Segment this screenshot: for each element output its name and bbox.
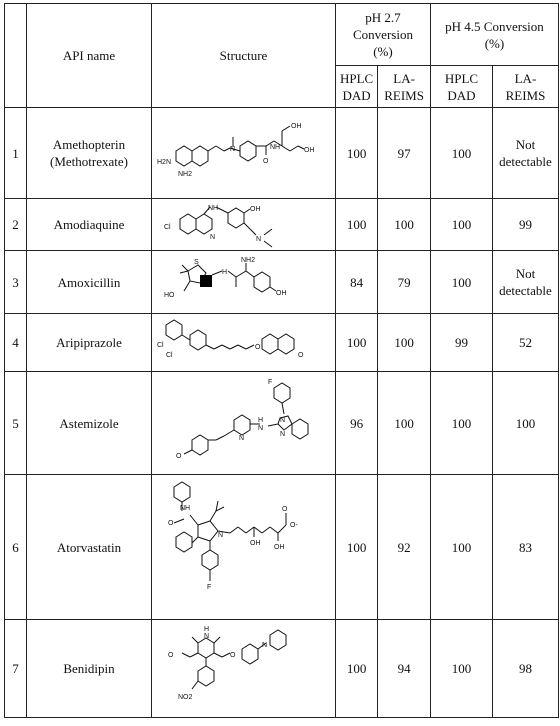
atom-label: OH xyxy=(303,147,314,154)
row-number: 3 xyxy=(5,251,27,314)
structure-astemizole xyxy=(152,372,336,475)
header-ph45-hplc: HPLC DAD xyxy=(430,66,492,108)
atom-label: O xyxy=(262,158,268,165)
atom-label: OH xyxy=(273,544,284,551)
atom-label: OH xyxy=(290,123,301,130)
ph45-la: 83 xyxy=(492,475,558,620)
header-ph45-la: LA-REIMS xyxy=(492,66,558,108)
table-row xyxy=(5,108,559,199)
api-name: Amoxicillin xyxy=(27,251,152,314)
atom-label: O xyxy=(167,520,173,527)
ph45-la: 98 xyxy=(492,620,558,718)
row-number: 4 xyxy=(5,314,27,372)
atom-label: NH2 xyxy=(240,257,255,264)
ph27-la: 100 xyxy=(378,199,431,251)
structure-aripiprazole xyxy=(152,314,336,372)
atom-label: Cl xyxy=(163,223,171,231)
table-row xyxy=(5,314,559,372)
header-api-name: API name xyxy=(27,4,152,108)
table-row xyxy=(5,620,559,718)
atom-label: O xyxy=(297,351,303,359)
conversion-table xyxy=(4,3,559,718)
header-num xyxy=(5,4,27,108)
table-row xyxy=(5,475,559,620)
atom-label: N xyxy=(255,235,261,243)
api-name: Aripiprazole xyxy=(27,314,152,372)
ph45-la: 100 xyxy=(492,372,558,475)
atom-label: F xyxy=(267,379,272,386)
atom-label: NH xyxy=(269,144,280,151)
ph45-la: Not detectable xyxy=(492,108,558,199)
atom-label: F xyxy=(206,584,211,591)
ph27-la: 92 xyxy=(378,475,431,620)
header-ph45: pH 4.5 Conversion (%) xyxy=(430,4,558,66)
atom-label: N xyxy=(257,425,263,432)
ph27-hplc: 100 xyxy=(336,620,378,718)
ph45-hplc: 100 xyxy=(430,372,492,475)
table-row xyxy=(5,372,559,475)
api-name: Amodiaquine xyxy=(27,199,152,251)
row-number: 2 xyxy=(5,199,27,251)
ph27-hplc: 100 xyxy=(336,108,378,199)
atom-label: O- xyxy=(289,522,298,529)
structure-methotrexate xyxy=(152,108,336,199)
structure-benidipin xyxy=(152,620,336,718)
atom-label: OH xyxy=(249,205,260,213)
atom-label: NH xyxy=(179,505,190,512)
atom-label: O xyxy=(229,651,235,659)
api-name: Amethopterin (Methotrexate) xyxy=(27,108,152,199)
ph45-hplc: 100 xyxy=(430,620,492,718)
atom-label: HO xyxy=(163,292,174,299)
atom-label: NH xyxy=(207,204,218,212)
atom-label: NO2 xyxy=(177,693,192,701)
api-name: Atorvastatin xyxy=(27,475,152,620)
row-number: 6 xyxy=(5,475,27,620)
ph27-la: 97 xyxy=(378,108,431,199)
atom-label: OH xyxy=(275,290,286,297)
atom-label: NH2 xyxy=(177,171,192,178)
api-name: Astemizole xyxy=(27,372,152,475)
ph27-hplc: 84 xyxy=(336,251,378,314)
row-number: 7 xyxy=(5,620,27,718)
ph27-la: 100 xyxy=(378,314,431,372)
row-number: 1 xyxy=(5,108,27,199)
structure-amodiaquine xyxy=(152,199,336,251)
atom-label: N xyxy=(203,632,209,640)
ph45-hplc: 100 xyxy=(430,475,492,620)
ph45-la: Not detectable xyxy=(492,251,558,314)
atom-label: H2N xyxy=(156,159,171,166)
ph45-la: 52 xyxy=(492,314,558,372)
structure-amoxicillin xyxy=(152,251,336,314)
ph45-hplc: 100 xyxy=(430,199,492,251)
ph27-la: 100 xyxy=(378,372,431,475)
row-number: 5 xyxy=(5,372,27,475)
ph27-hplc: 96 xyxy=(336,372,378,475)
table-row xyxy=(5,251,559,314)
atom-label: N xyxy=(209,233,215,241)
structure-atorvastatin xyxy=(152,475,336,620)
atom-label: N xyxy=(279,417,285,424)
atom-label: O xyxy=(175,453,181,460)
atom-label: N xyxy=(261,641,267,649)
api-name: Benidipin xyxy=(27,620,152,718)
atom-label: S xyxy=(193,259,199,266)
ph27-hplc: 100 xyxy=(336,314,378,372)
atom-label: N xyxy=(238,435,244,442)
atom-label: O xyxy=(281,506,287,513)
ph27-la: 79 xyxy=(378,251,431,314)
atom-label: N xyxy=(229,146,235,153)
atom-label: OH xyxy=(249,540,260,547)
atom-label: H xyxy=(203,625,209,633)
atom-label: Cl xyxy=(165,351,173,359)
header-ph27-hplc: HPLC DAD xyxy=(336,66,378,108)
ph45-la: 99 xyxy=(492,199,558,251)
table-row xyxy=(5,199,559,251)
ph45-hplc: 100 xyxy=(430,251,492,314)
atom-label: H xyxy=(221,269,227,276)
atom-label: N xyxy=(279,431,285,438)
header-structure: Structure xyxy=(152,4,336,108)
atom-label: O xyxy=(254,343,260,351)
header-ph27: pH 2.7 Conversion (%) xyxy=(336,4,431,66)
ph45-hplc: 99 xyxy=(430,314,492,372)
atom-label: H xyxy=(257,417,263,424)
ph27-la: 94 xyxy=(378,620,431,718)
atom-label: Cl xyxy=(156,341,164,349)
atom-label: O xyxy=(167,651,173,659)
ph27-hplc: 100 xyxy=(336,199,378,251)
ph27-hplc: 100 xyxy=(336,475,378,620)
header-ph27-la: LA-REIMS xyxy=(378,66,431,108)
atom-label: N xyxy=(217,532,223,539)
ph45-hplc: 100 xyxy=(430,108,492,199)
